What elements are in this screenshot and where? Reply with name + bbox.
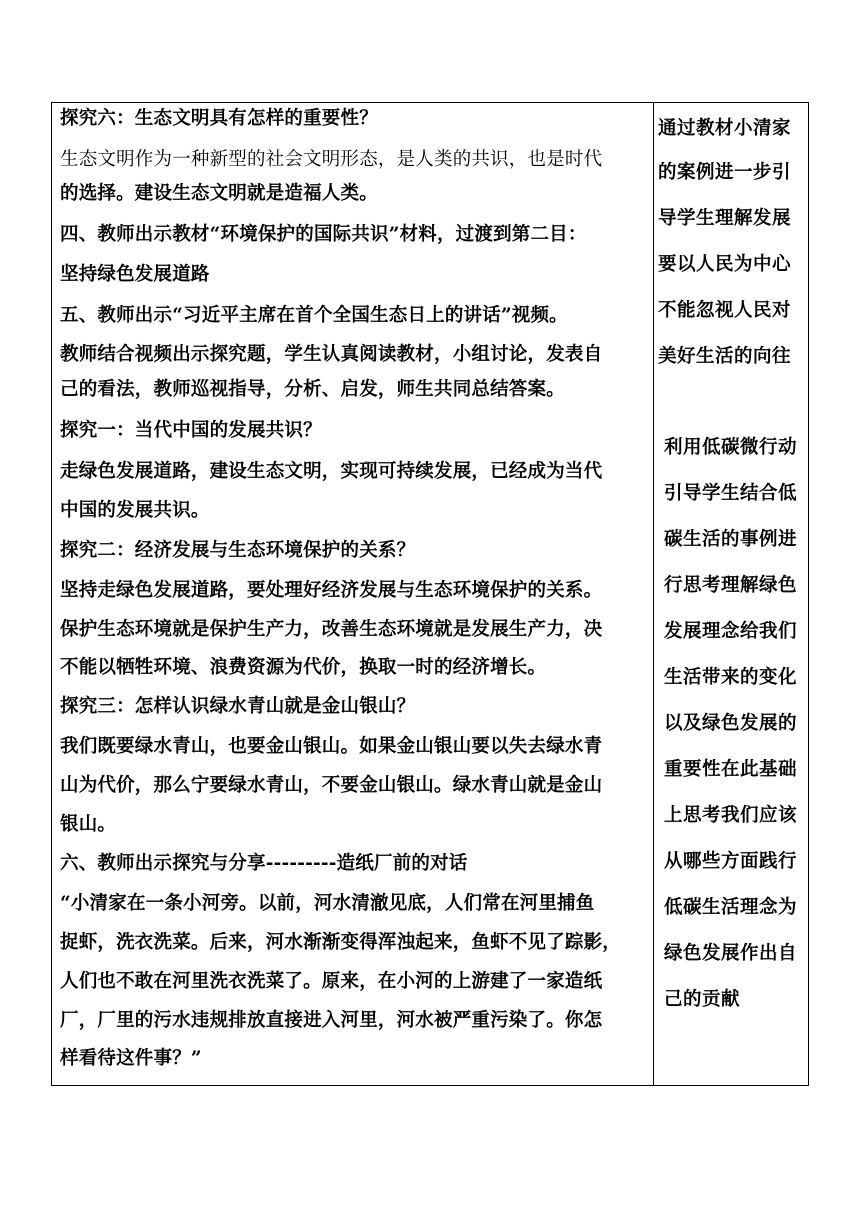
main-text-line: 的选择。建设生态文明就是造福人类。 <box>60 183 378 204</box>
main-text-line: 走绿色发展道路，建设生态文明，实现可持续发展，已经成为当代 <box>60 461 603 482</box>
main-text-line: 坚持走绿色发展道路，要处理好经济发展与生态环境保护的关系。 <box>60 580 603 601</box>
main-text-line: 保护生态环境就是保护生产力，改善生态环境就是发展生产力，决 <box>60 619 603 640</box>
design-note-line: 不能忽视人民对 <box>658 300 792 321</box>
teaching-process-cell <box>52 103 654 1085</box>
design-note-line: 利用低碳微行动 <box>664 437 798 458</box>
design-intent-cell <box>654 103 808 1085</box>
design-note-line: 生活带来的变化 <box>664 667 798 688</box>
design-note-line: 重要性在此基础 <box>664 759 798 780</box>
main-text-line: 四、教师出示教材“环境保护的国际共识”材料，过渡到第二目： <box>60 224 587 245</box>
main-text-line: 银山。 <box>60 814 117 835</box>
design-note-line: 从哪些方面践行 <box>664 851 798 872</box>
design-note-line: 碳生活的事例进 <box>664 529 798 550</box>
main-text-line: 探究二：经济发展与生态环境保护的关系？ <box>60 540 416 561</box>
design-note-line: 导学生理解发展 <box>658 208 792 229</box>
main-text-line: 探究三：怎样认识绿水青山就是金山银山？ <box>60 696 416 717</box>
design-note-line: 通过教材小清家 <box>658 118 792 139</box>
main-text-line: 捉虾，洗衣洗菜。后来，河水渐渐变得浑浊起来，鱼虾不见了踪影， <box>60 932 622 953</box>
design-note-line: 要以人民为中心 <box>658 254 792 275</box>
design-note-line: 引导学生结合低 <box>664 483 798 504</box>
design-note-line: 行思考理解绿色 <box>664 575 798 596</box>
main-text-line: 探究六：生态文明具有怎样的重要性？ <box>60 108 378 129</box>
main-text-line: 山为代价，那么宁要绿水青山，不要金山银山。绿水青山就是金山 <box>60 775 603 796</box>
main-text-line: 人们也不敢在河里洗衣洗菜了。原来，在小河的上游建了一家造纸 <box>60 971 603 992</box>
main-text-line: 我们既要绿水青山，也要金山银山。如果金山银山要以失去绿水青 <box>60 736 603 757</box>
main-text-line: 生态文明作为一种新型的社会文明形态，是人类的共识，也是时代 <box>60 149 603 170</box>
design-note-line: 绿色发展作出自 <box>664 943 798 964</box>
main-text-line: 样看待这件事？” <box>60 1048 202 1069</box>
main-text-line: 五、教师出示“习近平主席在首个全国生态日上的讲话”视频。 <box>60 305 568 326</box>
design-note-line: 的案例进一步引 <box>658 162 792 183</box>
design-note-line: 发展理念给我们 <box>664 621 798 642</box>
main-text-line: 教师结合视频出示探究题，学生认真阅读教材，小组讨论，发表自 <box>60 344 603 365</box>
main-text-line: 不能以牺牲环境、浪费资源为代价，换取一时的经济增长。 <box>60 657 547 678</box>
design-note-line: 美好生活的向往 <box>658 346 792 367</box>
main-text-line: 坚持绿色发展道路 <box>60 264 210 285</box>
design-note-line: 己的贡献 <box>664 989 741 1010</box>
lesson-plan-table <box>51 102 809 1086</box>
main-text-line: 己的看法，教师巡视指导，分析、启发，师生共同总结答案。 <box>60 379 565 400</box>
main-text-line: 中国的发展共识。 <box>60 500 210 521</box>
main-text-line: 六、教师出示探究与分享---------造纸厂前的对话 <box>60 853 468 874</box>
design-note-line: 以及绿色发展的 <box>664 713 798 734</box>
main-text-line: 厂，厂里的污水违规排放直接进入河里，河水被严重污染了。你怎 <box>60 1010 603 1031</box>
main-text-line: “小清家在一条小河旁。以前，河水清澈见底，人们常在河里捕鱼 <box>60 893 595 914</box>
main-text-line: 探究一：当代中国的发展共识？ <box>60 420 322 441</box>
design-note-line: 低碳生活理念为 <box>664 897 798 918</box>
design-note-line: 上思考我们应该 <box>664 805 798 826</box>
